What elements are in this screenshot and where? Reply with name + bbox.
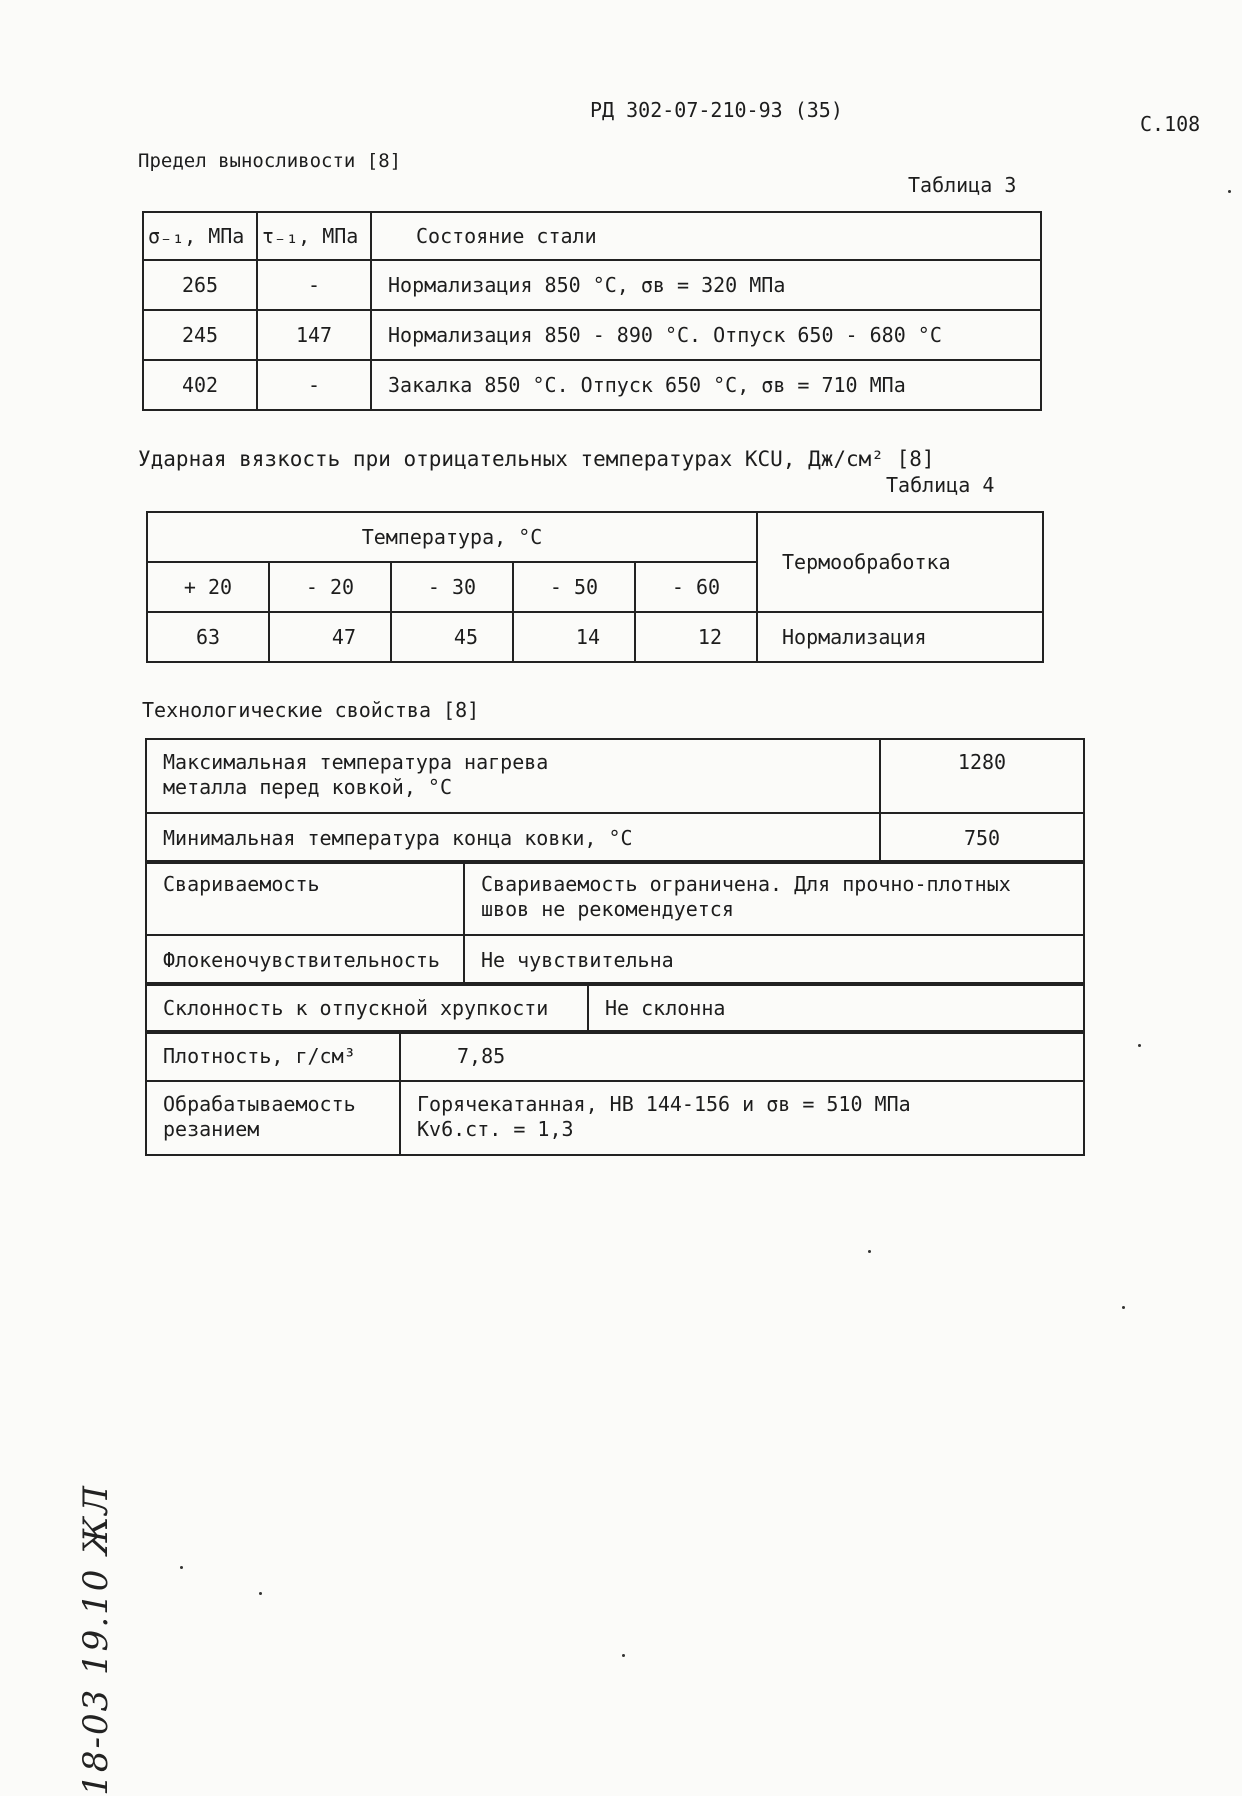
endurance-table	[142, 211, 1042, 411]
scan-speck	[868, 1250, 871, 1253]
min-temp-label: Минимальная температура конца ковки, °С	[146, 813, 880, 863]
temperature-cell: - 20	[269, 562, 391, 612]
tech-row-density	[145, 1030, 1085, 1156]
temper-value: Не склонна	[588, 983, 1084, 1033]
scan-speck	[1228, 190, 1231, 193]
impact-table	[146, 511, 1044, 663]
handwritten-note: 18-03 19.10 ЖЛ	[75, 1484, 116, 1796]
table-cell: 402	[143, 360, 257, 410]
max-temp-value: 1280	[880, 739, 1084, 813]
scan-speck	[180, 1566, 183, 1569]
max-temp-label-line-1: Максимальная температура нагрева	[163, 750, 549, 774]
table-cell: -	[257, 260, 371, 310]
temperature-header: Температура, °С	[147, 512, 757, 562]
max-temp-label	[146, 739, 880, 813]
temperature-cell: - 60	[635, 562, 757, 612]
column-header: Состояние стали	[371, 212, 1041, 260]
table-cell: 245	[143, 310, 257, 360]
temperature-cell: - 50	[513, 562, 635, 612]
impact-title: Ударная вязкость при отрицательных температурах KCU, Дж/см² [8]	[138, 447, 935, 471]
machinability-label-line-1: Обрабатываемость	[163, 1092, 356, 1116]
table-row	[143, 310, 1041, 360]
table-header-row	[147, 512, 1043, 562]
flake-label: Флокеночувствительность	[146, 935, 464, 985]
value-cell: 12	[635, 612, 757, 662]
scan-speck	[1138, 1044, 1141, 1047]
tech-row-temper	[145, 982, 1085, 1034]
machinability-label-line-2: резанием	[163, 1117, 260, 1141]
value-cell: 47	[269, 612, 391, 662]
machinability-value-line-1: Горячекатанная, НВ 144-156 и σв = 510 МПа	[417, 1092, 911, 1116]
temperature-cell: - 30	[391, 562, 513, 612]
table-row	[147, 612, 1043, 662]
max-temp-label-line-2: металла перед ковкой, °С	[163, 775, 452, 799]
table-header-row	[143, 212, 1041, 260]
weldability-value-line-1: Свариваемость ограничена. Для прочно-плотных	[481, 872, 1011, 896]
table-cell: Закалка 850 °С. Отпуск 650 °С, σв = 710 МПа	[371, 360, 1041, 410]
density-label: Плотность, г/см³	[146, 1031, 400, 1081]
weldability-label: Свариваемость	[146, 861, 464, 935]
scan-speck	[1122, 1306, 1125, 1309]
table-cell: Нормализация 850 - 890 °С. Отпуск 650 - 680 °С	[371, 310, 1041, 360]
value-cell: 63	[147, 612, 269, 662]
table-cell: 147	[257, 310, 371, 360]
value-cell: 14	[513, 612, 635, 662]
table4-label: Таблица 4	[886, 473, 995, 497]
table-row	[143, 260, 1041, 310]
tech-row-max-temp	[145, 738, 1085, 864]
page-number: С.108	[1140, 112, 1201, 136]
weldability-value-line-2: швов не рекомендуется	[481, 897, 734, 921]
flake-value: Не чувствительна	[464, 935, 1084, 985]
document-code: РД 302-07-210-93 (35)	[590, 98, 843, 122]
density-value: 7,85	[400, 1031, 1084, 1081]
endurance-title: Предел выносливости [8]	[138, 150, 402, 172]
tech-row-weldability	[145, 860, 1085, 986]
temper-label: Склонность к отпускной хрупкости	[146, 983, 588, 1033]
column-header: τ₋₁, МПа	[257, 212, 371, 260]
tech-title: Технологические свойства [8]	[142, 698, 480, 722]
table-cell: -	[257, 360, 371, 410]
min-temp-value: 750	[880, 813, 1084, 863]
scan-speck	[259, 1592, 262, 1595]
machinability-value	[400, 1081, 1084, 1155]
table-cell: Нормализация 850 °С, σв = 320 МПа	[371, 260, 1041, 310]
treatment-header: Термообработка	[757, 512, 1043, 612]
weldability-value	[464, 861, 1084, 935]
table-cell: 265	[143, 260, 257, 310]
machinability-label	[146, 1081, 400, 1155]
temperature-cell: + 20	[147, 562, 269, 612]
value-cell: 45	[391, 612, 513, 662]
treatment-cell: Нормализация	[757, 612, 1043, 662]
table-row	[143, 360, 1041, 410]
table3-label: Таблица 3	[908, 173, 1017, 197]
machinability-value-line-2: Kv6.ст. = 1,3	[417, 1117, 574, 1141]
scan-speck	[622, 1654, 625, 1657]
column-header: σ₋₁, МПа	[143, 212, 257, 260]
